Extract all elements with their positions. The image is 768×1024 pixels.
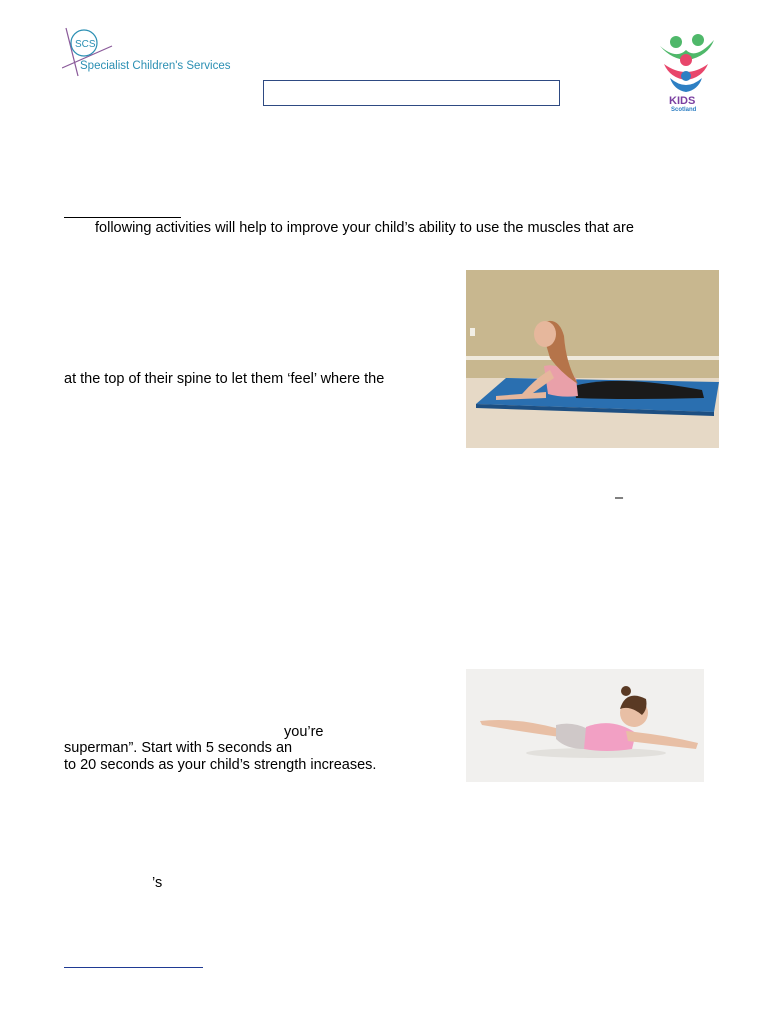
seconds-line: to 20 seconds as your child’s strength increases. bbox=[64, 757, 377, 773]
youre-fragment: you’re bbox=[284, 724, 324, 740]
intro-line: following activities will help to improve your child’s ability to use the muscles that are bbox=[95, 220, 634, 236]
kids-scotland-logo bbox=[656, 30, 720, 112]
spine-line: at the top of their spine to let them ‘feel’ where the bbox=[64, 371, 385, 387]
org-name: Specialist Children's Services bbox=[80, 60, 231, 72]
title-box bbox=[263, 80, 560, 106]
heading-underline bbox=[64, 217, 181, 218]
superman-pose-photo bbox=[466, 669, 704, 782]
kids-logo-word: KIDS bbox=[669, 95, 696, 107]
scs-abbrev: SCS bbox=[75, 39, 96, 50]
link-underline[interactable] bbox=[64, 967, 203, 968]
yoga-mat-photo bbox=[466, 270, 719, 448]
scs-logo bbox=[62, 26, 242, 82]
superman-line: superman”. Start with 5 seconds an bbox=[64, 740, 293, 756]
dash-fragment: – bbox=[615, 490, 624, 506]
possessive-fragment: ’s bbox=[152, 875, 163, 891]
kids-logo-scotland: Scotland bbox=[671, 107, 697, 112]
